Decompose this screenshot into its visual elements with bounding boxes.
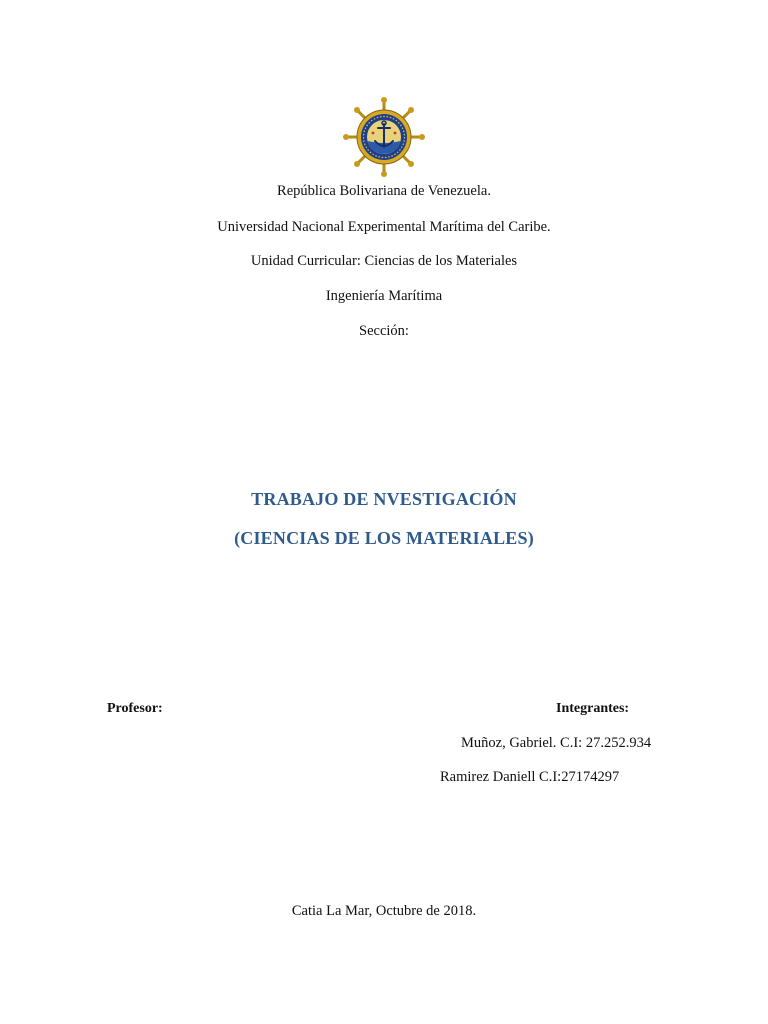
member-item: Ramirez Daniell C.I:27174297	[440, 769, 620, 785]
career-line: Ingeniería Marítima	[325, 288, 443, 304]
document-title: TRABAJO DE NVESTIGACIÓN	[251, 489, 517, 509]
member-item: Muñoz, Gabriel. C.I: 27.252.934	[461, 735, 652, 751]
university-line: Universidad Nacional Experimental Marítima del Caribe.	[217, 219, 551, 235]
course-line: Unidad Curricular: Ciencias de los Materiales	[250, 253, 518, 269]
country-line: República Bolivariana de Venezuela.	[277, 183, 491, 199]
members-label: Integrantes:	[556, 701, 630, 716]
place-date: Catia La Mar, Octubre de 2018.	[291, 903, 477, 919]
professor-label: Profesor:	[107, 701, 163, 716]
document-subtitle: (CIENCIAS DE LOS MATERIALES)	[234, 528, 534, 548]
section-line: Sección:	[359, 323, 409, 339]
university-seal-icon	[343, 97, 425, 177]
